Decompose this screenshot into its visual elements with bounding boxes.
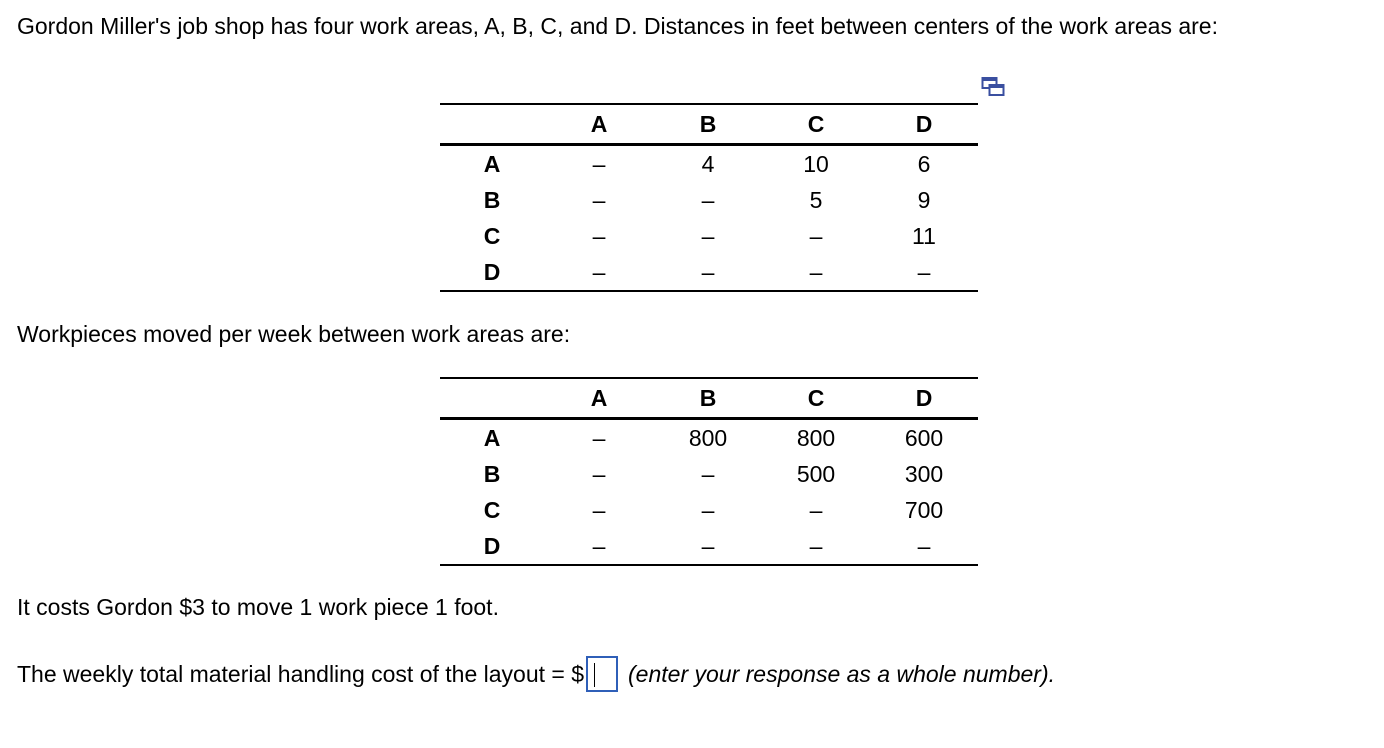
table-cell: 11 <box>912 222 936 249</box>
table-cell: – <box>592 496 606 523</box>
table-header-row <box>440 104 978 145</box>
table-cell: 700 <box>904 496 944 523</box>
column-header: B <box>654 378 762 419</box>
row-header: A <box>483 424 501 451</box>
column-header: D <box>870 104 978 145</box>
column-header: B <box>654 104 762 145</box>
table-row <box>440 254 978 291</box>
text-caret <box>594 663 595 687</box>
table-cell: – <box>544 254 654 291</box>
corner-cell <box>440 104 544 145</box>
corner-cell <box>440 378 544 419</box>
row-header: D <box>440 254 544 291</box>
table-cell: 9 <box>917 186 931 213</box>
table-row <box>440 456 978 492</box>
answer-line <box>17 656 1055 692</box>
table-cell: – <box>654 254 762 291</box>
column-header: C <box>762 378 870 419</box>
table-cell: – <box>701 222 715 249</box>
table-cell: 800 <box>688 424 728 451</box>
row-header: B <box>483 460 501 487</box>
table-cell: – <box>870 254 978 291</box>
column-header: A <box>544 104 654 145</box>
answer-input[interactable] <box>586 656 618 692</box>
row-header: B <box>483 186 501 213</box>
answer-instruction: (enter your response as a whole number). <box>628 660 1056 687</box>
column-header: D <box>870 378 978 419</box>
table-cell: 4 <box>701 150 715 177</box>
table-cell: – <box>592 222 606 249</box>
table-cell: – <box>809 496 823 523</box>
column-header: C <box>762 104 870 145</box>
table-cell: – <box>592 150 606 177</box>
flow-table <box>440 377 978 566</box>
answer-prompt: The weekly total material handling cost of the layout = $ <box>17 660 585 687</box>
table-cell: – <box>592 460 606 487</box>
table-header-row <box>440 378 978 419</box>
table-cell: 800 <box>796 424 836 451</box>
table-cell: – <box>654 528 762 565</box>
table-cell: – <box>701 186 715 213</box>
table-cell: – <box>592 424 606 451</box>
table-row <box>440 492 978 528</box>
table-cell: – <box>592 186 606 213</box>
row-header: C <box>483 222 501 249</box>
table-row <box>440 182 978 218</box>
table-cell: – <box>870 528 978 565</box>
table-cell: 5 <box>809 186 823 213</box>
problem-intro: Gordon Miller's job shop has four work areas, A, B, C, and D. Distances in feet between centers of the work areas are: <box>17 13 1218 39</box>
cost-statement: It costs Gordon $3 to move 1 work piece 1 foot. <box>17 594 499 620</box>
table-cell: – <box>701 460 715 487</box>
column-header: A <box>544 378 654 419</box>
table-row <box>440 218 978 254</box>
table-cell: 10 <box>803 150 829 177</box>
table-cell: 6 <box>917 150 931 177</box>
table-cell: 300 <box>904 460 944 487</box>
moves-intro: Workpieces moved per week between work areas are: <box>17 321 571 347</box>
table-cell: – <box>762 254 870 291</box>
row-header: A <box>483 150 501 177</box>
table-cell: – <box>701 496 715 523</box>
row-header: C <box>483 496 501 523</box>
table-cell: – <box>544 528 654 565</box>
table-cell: – <box>809 222 823 249</box>
distance-table <box>440 103 978 292</box>
row-header: D <box>440 528 544 565</box>
table-cell: 600 <box>904 424 944 451</box>
table-cell: 500 <box>796 460 836 487</box>
table-row <box>440 419 978 457</box>
table-row <box>440 145 978 183</box>
table-row <box>440 528 978 565</box>
copy-tables-icon[interactable] <box>981 76 1005 98</box>
table-cell: – <box>762 528 870 565</box>
